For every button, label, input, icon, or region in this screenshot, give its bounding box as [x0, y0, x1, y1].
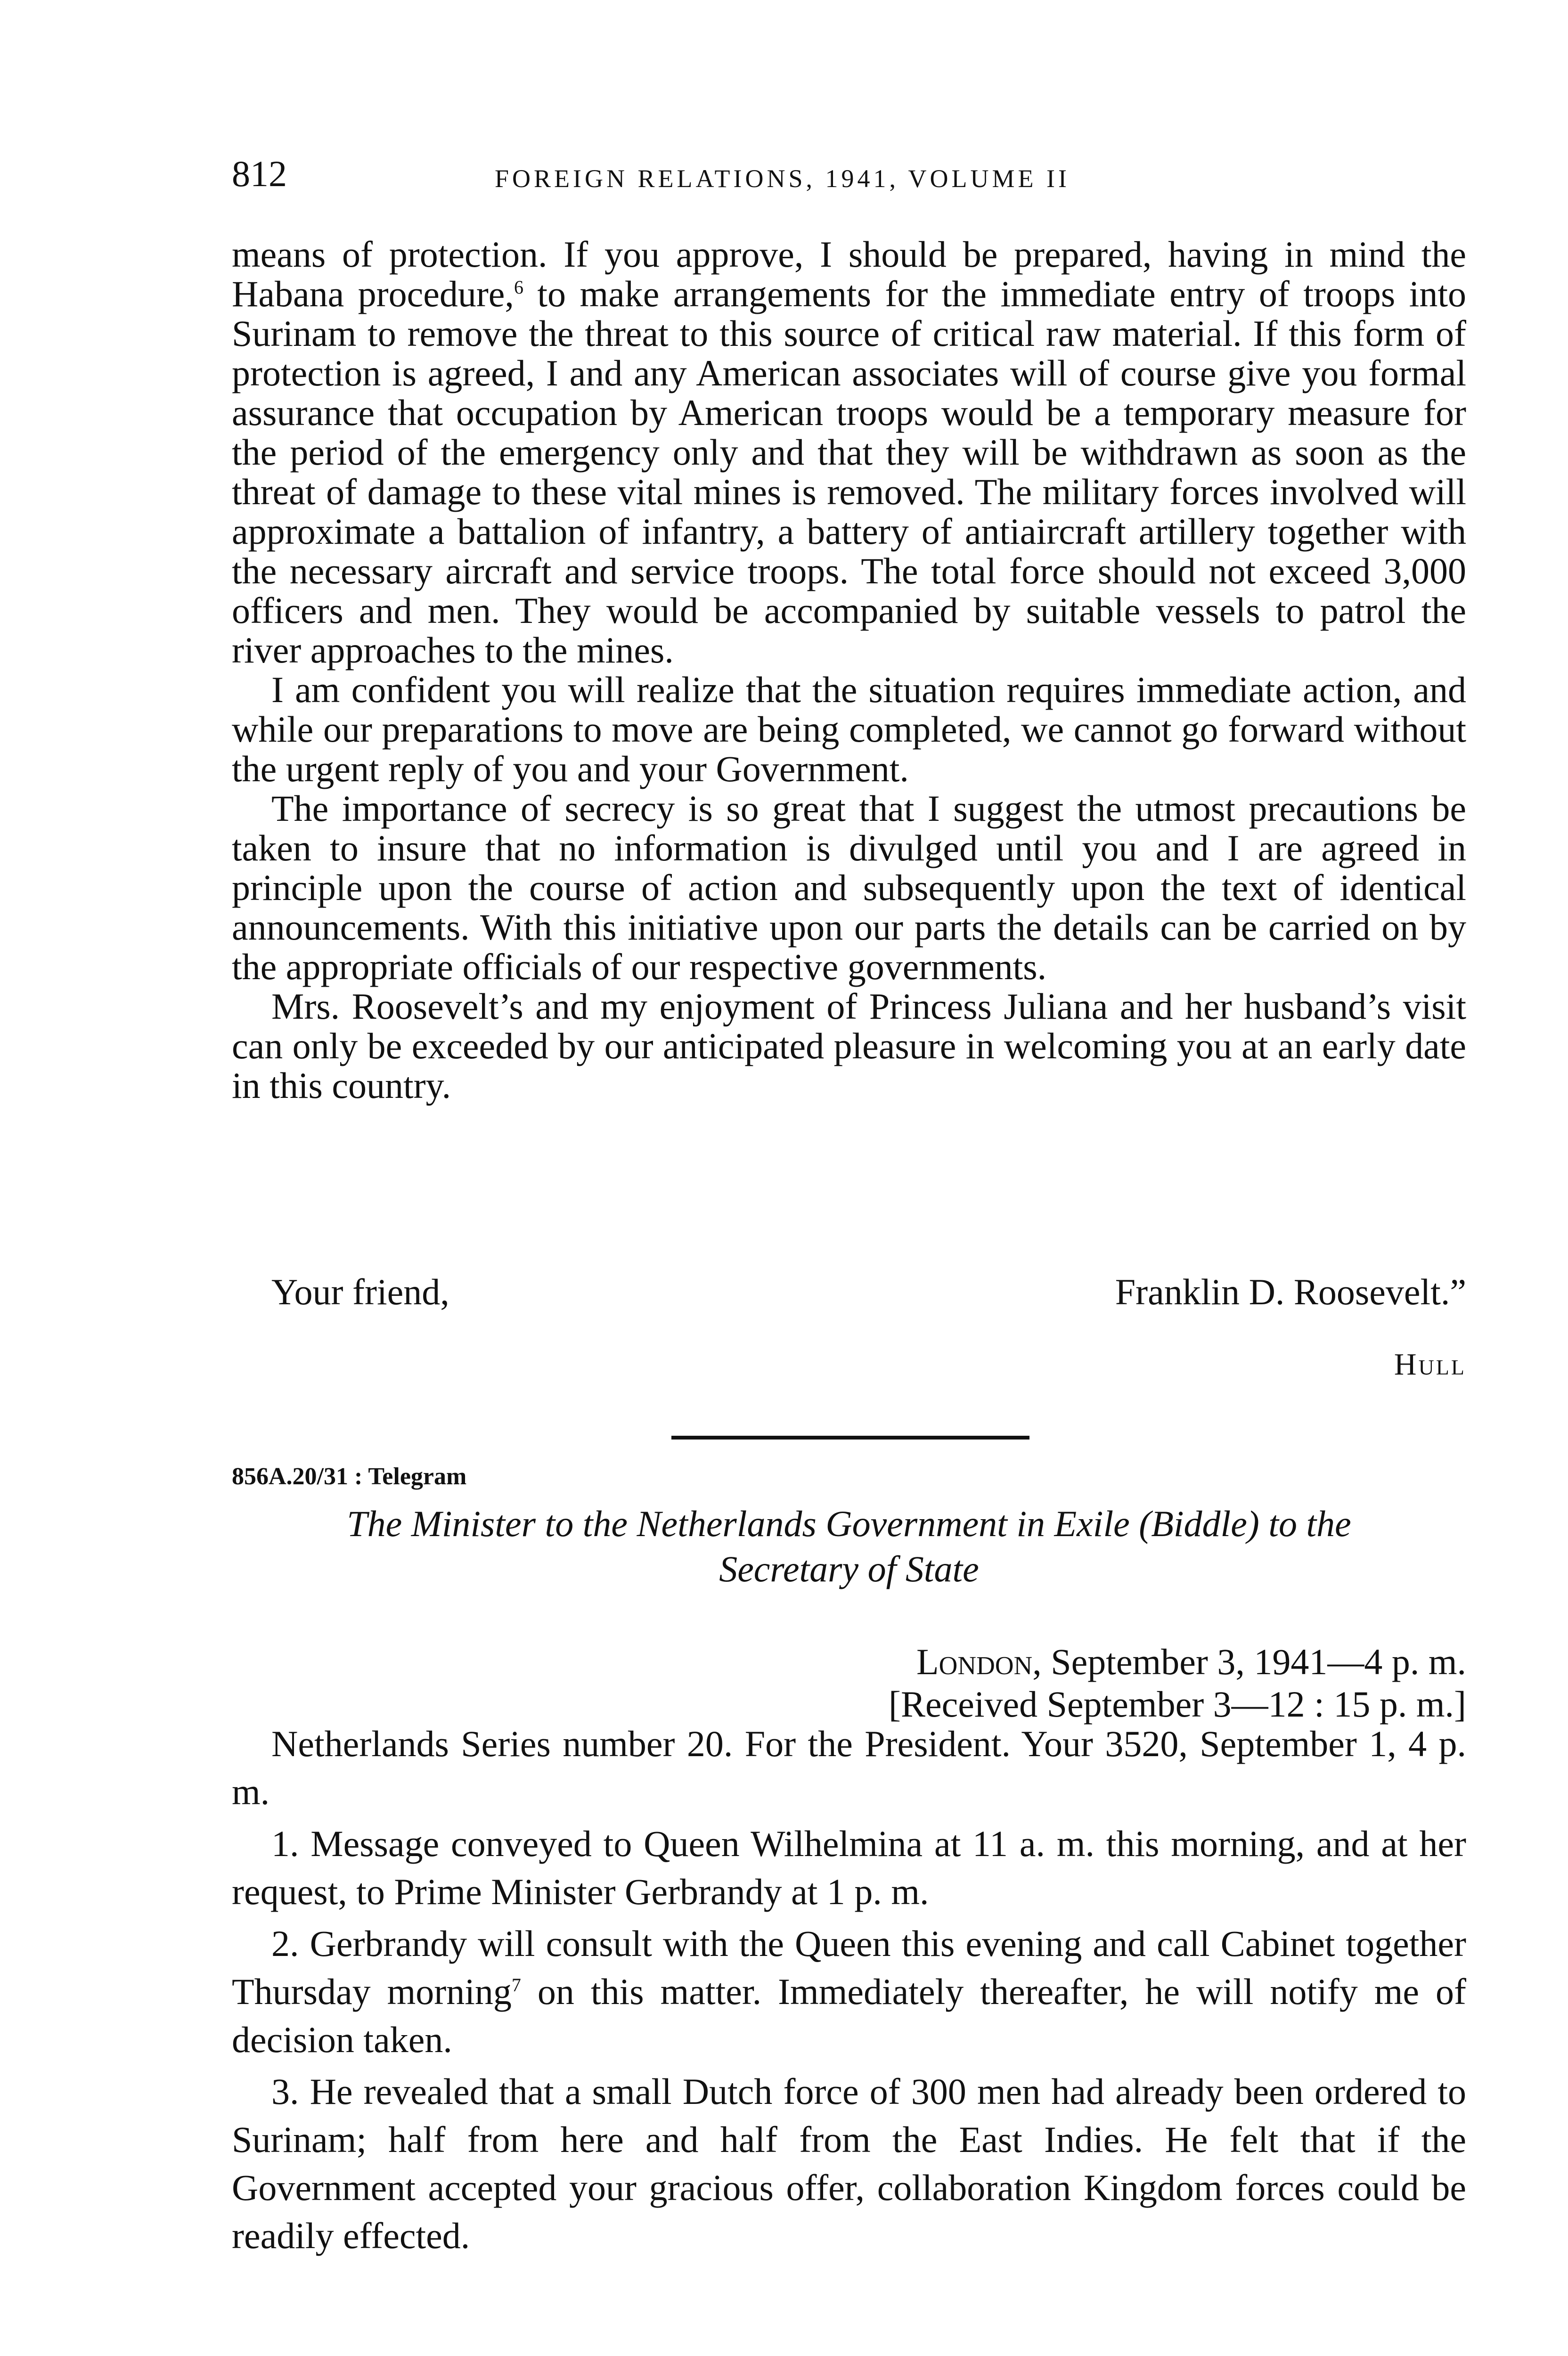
- telegram-body: [232, 1720, 1466, 2264]
- letter-closing: [271, 1272, 1466, 1312]
- letter-paragraph-3: The importance of secrecy is so great that I suggest the utmost precautions be taken to insure that no information is divulged until you and I are agreed in principle upon the course of action and subsequently upon the text of identical announcements. With this initiative upon our parts the details can be carried on by the appropriate officials of our respective governments.: [232, 788, 1466, 987]
- dateline-received: [Received September 3—12 : 15 p. m.]: [888, 1684, 1466, 1725]
- sender-signature: Hull: [1394, 1347, 1466, 1382]
- dateline-sent: [889, 1641, 1466, 1683]
- closing-signatory: Franklin D. Roosevelt.”: [1115, 1271, 1466, 1312]
- letter-paragraph-1: means of protection. If you approve, I should be prepared, having in mind the Habana procedure,$^6$ to make arrangements for the immediate entry of troops into Surinam to remove the threat to this source of critical raw material. If this form of protection is agreed, I and any American associates will of course give you formal assurance that occupation by American troops would be a temporary measure for the period of the emergency only and that they will be withdrawn as soon as the threat of damage to these vital mines is removed. The military forces involved will approximate a battalion of infantry, a battery of antiaircraft artillery together with the necessary aircraft and service troops. The total force should not exceed 3,000 officers and men. They would be accompanied by suitable vessels to patrol the river approaches to the mines.: [232, 234, 1467, 671]
- telegram-paragraph-3: 2. Gerbrandy will consult with the Queen this evening and call Cabinet together Thursday morning$^7$ on this matter. Immediately thereafter, he will notify me of decision taken.: [232, 1923, 1466, 2060]
- section-divider: [671, 1436, 1029, 1440]
- footnote-ref-6: 6: [514, 277, 523, 298]
- dateline-place: London: [916, 1641, 1033, 1682]
- dateline-time: , September 3, 1941—4 p. m.: [1032, 1641, 1466, 1682]
- letter-paragraph-4: Mrs. Roosevelt’s and my enjoyment of Princess Juliana and her husband’s visit can only be exceeded by our anticipated pleasure in welcoming you at an early date in this country.: [232, 986, 1466, 1106]
- telegram-paragraph-4: 3. He revealed that a small Dutch force of 300 men had already been ordered to Surinam; half from here and half from the East Indies. He felt that if the Government accepted your gracious offer, collaboration Kingdom forces could be readily effected.: [232, 2071, 1466, 2256]
- footnote-ref-7: 7: [511, 1974, 521, 1996]
- document-heading: [232, 1501, 1466, 1592]
- heading-line-1: The Minister to the Netherlands Government in Exile (Biddle) to the: [347, 1503, 1351, 1544]
- file-reference: 856A.20/31 : Telegram: [232, 1463, 467, 1490]
- closing-salutation: Your friend,: [271, 1271, 449, 1312]
- heading-line-2: Secretary of State: [719, 1548, 979, 1589]
- running-head: FOREIGN RELATIONS, 1941, VOLUME II: [495, 164, 1070, 193]
- dateline: [889, 1641, 1466, 1726]
- telegram-paragraph-2: 1. Message conveyed to Queen Wilhelmina at 11 a. m. this morning, and at her request, to Prime Minister Gerbrandy at 1 p. m.: [232, 1823, 1466, 1912]
- letter-paragraph-2: I am confident you will realize that the situation requires immediate action, and while our preparations to move are being completed, we cannot go forward without the urgent reply of you and your Government.: [232, 669, 1466, 789]
- telegram-paragraph-1: Netherlands Series number 20. For the President. Your 3520, September 1, 4 p. m.: [232, 1723, 1466, 1812]
- letter-body: [232, 235, 1466, 1105]
- page-number: 812: [232, 153, 287, 194]
